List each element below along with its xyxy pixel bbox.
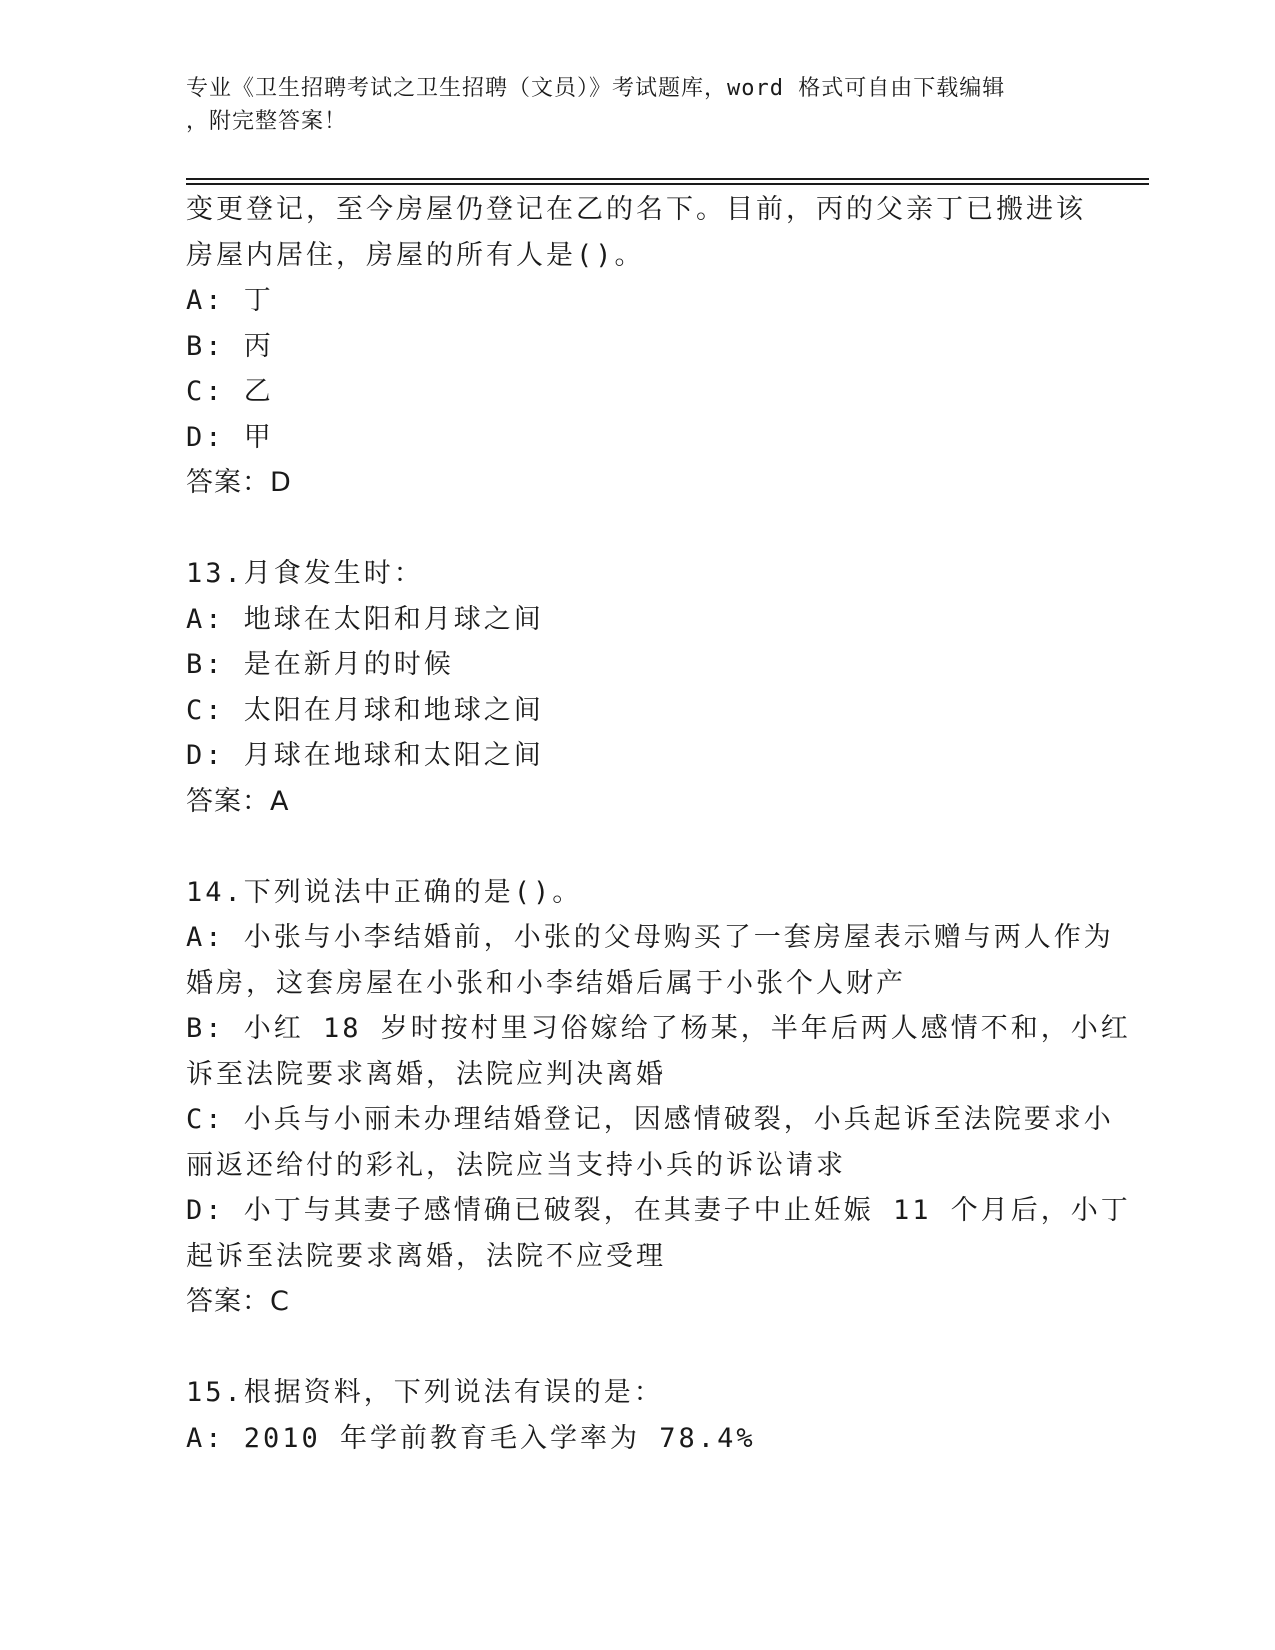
spacer bbox=[186, 1325, 1086, 1371]
option-b-continued: 诉至法院要求离婚，法院应判决离婚 bbox=[186, 1058, 666, 1090]
option-d: D: 小丁与其妻子感情确已破裂，在其妻子中止妊娠 11 个月后，小丁 bbox=[186, 1195, 1131, 1226]
option-c: C: 乙 bbox=[186, 376, 274, 407]
header-divider-top bbox=[186, 178, 1149, 180]
question-13 bbox=[186, 551, 1086, 824]
option-d-continued: 起诉至法院要求离婚，法院不应受理 bbox=[186, 1240, 666, 1272]
option-d: D: 月球在地球和太阳之间 bbox=[186, 740, 544, 771]
question-list bbox=[186, 187, 1131, 1461]
option-a: A: 地球在太阳和月球之间 bbox=[186, 603, 544, 635]
question-14 bbox=[186, 870, 1131, 1325]
option-a: A: 丁 bbox=[186, 285, 274, 316]
answer-label: 答案：D bbox=[186, 467, 292, 498]
question-text: 房屋内居住，房屋的所有人是()。 bbox=[186, 239, 645, 271]
header-line-2: ，附完整答案！ bbox=[186, 109, 348, 134]
option-a-continued: 婚房，这套房屋在小张和小李结婚后属于小张个人财产 bbox=[186, 967, 906, 999]
header-divider-bottom bbox=[186, 183, 1149, 185]
answer-label: 答案：C bbox=[186, 1286, 290, 1317]
question-stem: 13.月食发生时： bbox=[186, 558, 424, 589]
option-c-continued: 丽返还给付的彩礼，法院应当支持小兵的诉讼请求 bbox=[186, 1149, 846, 1181]
spacer bbox=[186, 506, 1086, 552]
option-a: A: 小张与小李结婚前，小张的父母购买了一套房屋表示赠与两人作为 bbox=[186, 922, 1114, 953]
answer-label: 答案：A bbox=[186, 785, 290, 817]
question-stem: 15.根据资料，下列说法有误的是： bbox=[186, 1377, 664, 1408]
option-a: A: 2010 年学前教育毛入学率为 78.4% bbox=[186, 1422, 756, 1454]
option-c: C: 太阳在月球和地球之间 bbox=[186, 694, 544, 726]
option-c: C: 小兵与小丽未办理结婚登记，因感情破裂，小兵起诉至法院要求小 bbox=[186, 1104, 1114, 1135]
document-header bbox=[186, 72, 1086, 138]
option-b: B: 丙 bbox=[186, 330, 274, 362]
question-15 bbox=[186, 1370, 1086, 1461]
option-b: B: 是在新月的时候 bbox=[186, 649, 454, 680]
header-line-1: 专业《卫生招聘考试之卫生招聘（文员）》考试题库，word 格式可自由下载编辑 bbox=[186, 76, 1006, 101]
option-b: B: 小红 18 岁时按村里习俗嫁给了杨某，半年后两人感情不和，小红 bbox=[186, 1013, 1131, 1044]
question-text: 变更登记，至今房屋仍登记在乙的名下。目前，丙的父亲丁已搬进该 bbox=[186, 194, 1086, 225]
question-stem: 14.下列说法中正确的是()。 bbox=[186, 876, 583, 908]
spacer bbox=[186, 824, 1086, 870]
option-d: D: 甲 bbox=[186, 421, 274, 453]
question-12 bbox=[186, 187, 1086, 506]
